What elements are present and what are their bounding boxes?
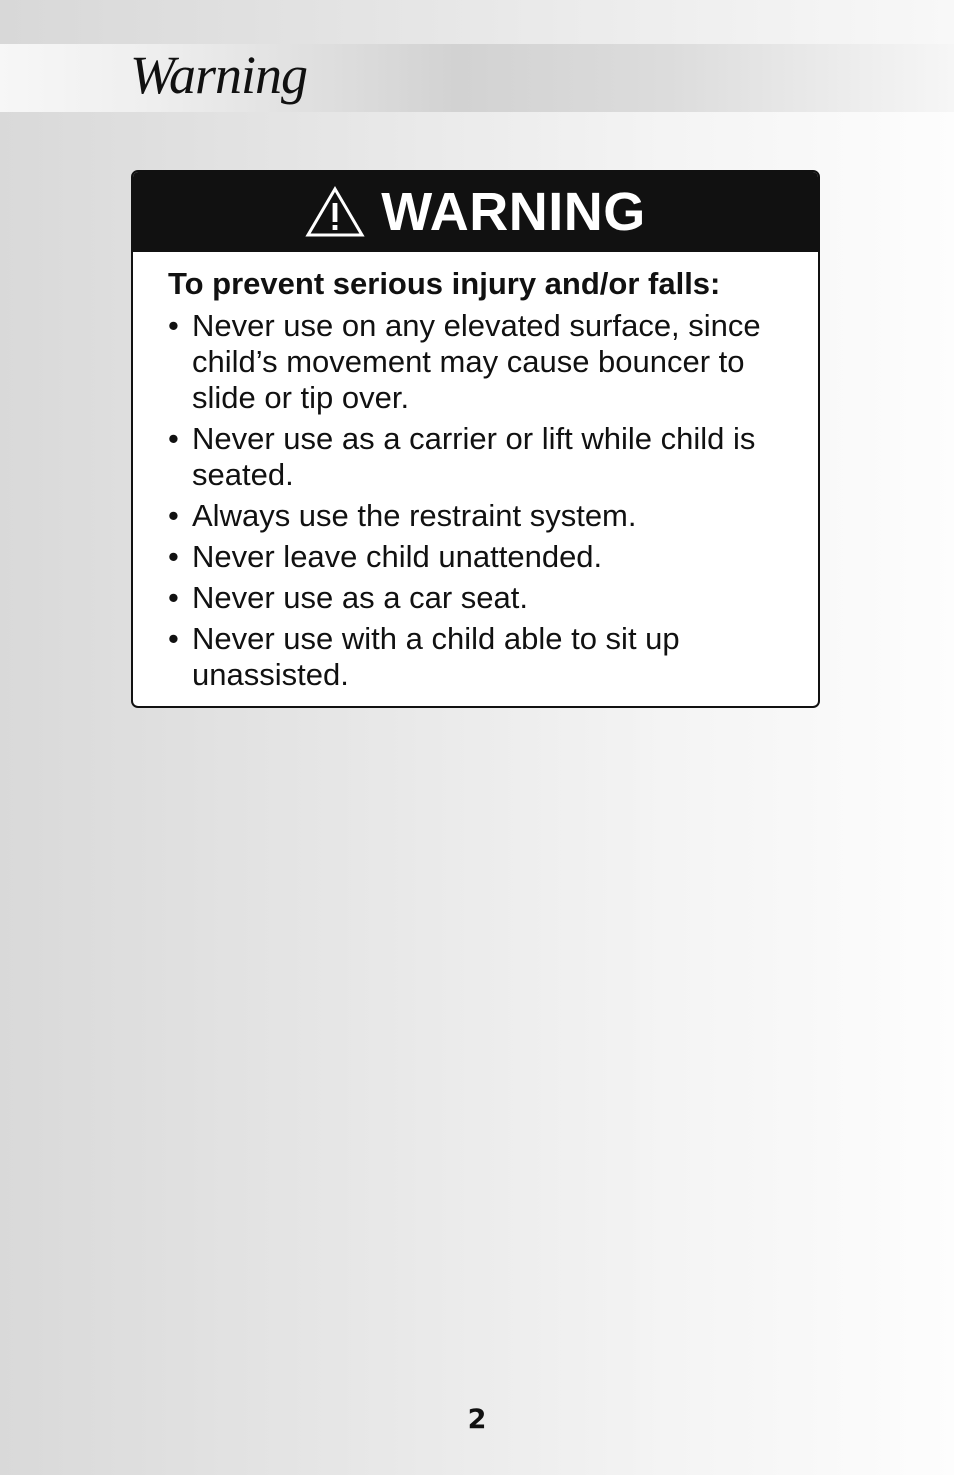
- list-item: [168, 621, 798, 693]
- top-band: [0, 0, 954, 44]
- warning-heading: WARNING: [381, 182, 646, 242]
- list-item: [168, 580, 798, 616]
- list-item: [168, 308, 798, 416]
- bullet: •: [168, 621, 179, 656]
- list-item-text: Always use the restraint system.: [192, 498, 637, 533]
- warning-header: [133, 172, 818, 252]
- list-item: [168, 421, 798, 493]
- list-item-text: Never use with a child able to sit up unassisted.: [192, 621, 680, 692]
- list-item-text: Never use as a car seat.: [192, 580, 528, 615]
- bullet: •: [168, 539, 179, 574]
- list-item: [168, 498, 798, 534]
- warning-triangle-icon: [305, 186, 365, 238]
- bullet: •: [168, 421, 179, 456]
- bullet: •: [168, 498, 179, 533]
- warning-body: [133, 252, 818, 693]
- page-number: 2: [467, 1404, 487, 1435]
- bullet: •: [168, 308, 179, 343]
- warning-lead: To prevent serious injury and/or falls:: [168, 266, 721, 301]
- list-item: [168, 539, 798, 575]
- warning-list: [168, 308, 798, 693]
- warning-box: [131, 170, 820, 708]
- list-item-text: Never use as a carrier or lift while child is seated.: [192, 421, 756, 492]
- page-title: Warning: [130, 45, 308, 105]
- bullet: •: [168, 580, 179, 615]
- list-item-text: Never use on any elevated surface, since child’s movement may cause bouncer to slide or tip over.: [192, 308, 761, 415]
- list-item-text: Never leave child unattended.: [192, 539, 603, 574]
